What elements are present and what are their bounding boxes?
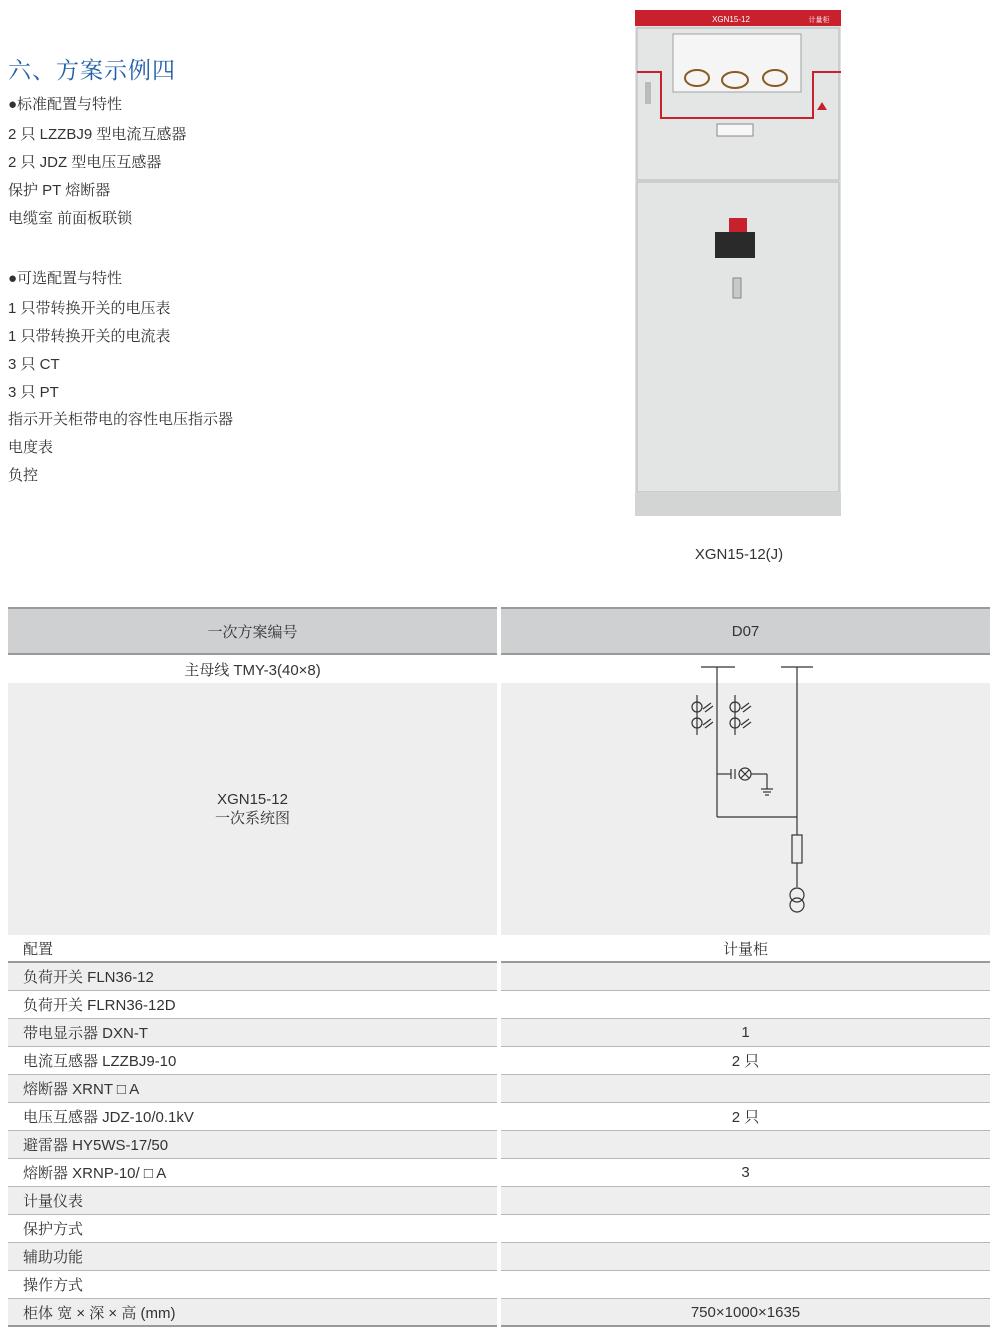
row-value	[501, 991, 990, 1019]
table-row	[8, 1243, 990, 1271]
table-row	[8, 1103, 990, 1131]
table-row	[8, 1187, 990, 1215]
config-value: 计量柜	[501, 935, 990, 963]
row-value: 750×1000×1635	[501, 1299, 990, 1327]
diagram-label-2: 一次系统图	[214, 810, 290, 827]
row-label: 辅助功能	[8, 1243, 497, 1271]
table-row	[8, 1299, 990, 1327]
row-value	[501, 1075, 990, 1103]
row-value	[501, 1215, 990, 1243]
standard-item: 保护 PT 熔断器	[8, 182, 111, 199]
header-left-cell: 一次方案编号	[8, 607, 497, 655]
single-line-diagram	[501, 655, 990, 935]
standard-item: 2 只 JDZ 型电压互感器	[8, 154, 162, 171]
row-label: 熔断器 XRNP-10/ □ A	[8, 1159, 497, 1187]
optional-item: 1 只带转换开关的电流表	[8, 328, 171, 345]
row-label: 保护方式	[8, 1215, 497, 1243]
row-label: 柜体 宽 × 深 × 高 (mm)	[8, 1299, 497, 1327]
table-row	[8, 991, 990, 1019]
row-value: 2 只	[501, 1047, 990, 1075]
table-row	[8, 1215, 990, 1243]
table-row	[8, 1047, 990, 1075]
row-value	[501, 1271, 990, 1299]
optional-item: 负控	[8, 467, 39, 484]
table-row	[8, 1019, 990, 1047]
busbar-label: 主母线 TMY-3(40×8)	[184, 661, 321, 679]
row-value	[501, 1187, 990, 1215]
header-right-cell: D07	[501, 607, 990, 655]
row-label: 带电显示器 DXN-T	[8, 1019, 497, 1047]
table-header-row	[8, 607, 990, 655]
cabinet-photo	[635, 10, 841, 516]
optional-item: 1 只带转换开关的电压表	[8, 300, 171, 317]
optional-item: 3 只 CT	[8, 356, 60, 373]
optional-item: 指示开关柜带电的容性电压指示器	[8, 411, 234, 428]
row-label: 计量仪表	[8, 1187, 497, 1215]
section-title: 六、方案示例四	[8, 57, 176, 83]
row-value	[501, 1131, 990, 1159]
panel-tag: 计量柜	[808, 17, 830, 24]
row-value: 3	[501, 1159, 990, 1187]
row-label: 负荷开关 FLN36-12	[8, 963, 497, 991]
config-row	[8, 935, 990, 963]
row-value: 2 只	[501, 1103, 990, 1131]
row-label: 熔断器 XRNT □ A	[8, 1075, 497, 1103]
standard-item: 2 只 LZZBJ9 型电流互感器	[8, 126, 187, 143]
row-label: 电流互感器 LZZBJ9-10	[8, 1047, 497, 1075]
photo-caption: XGN15-12(J)	[694, 546, 784, 563]
diagram-label-1: XGN15-12	[217, 791, 288, 808]
row-value	[501, 1243, 990, 1271]
config-label: 配置	[8, 935, 497, 963]
row-value: 1	[501, 1019, 990, 1047]
row-label: 避雷器 HY5WS-17/50	[8, 1131, 497, 1159]
panel-label: XGN15-12	[712, 15, 750, 24]
standard-config-header: ●标准配置与特性	[8, 96, 123, 113]
table-row	[8, 963, 990, 991]
table-row	[8, 1075, 990, 1103]
diagram-label-cell	[8, 683, 497, 935]
row-label: 电压互感器 JDZ-10/0.1kV	[8, 1103, 497, 1131]
optional-item: 电度表	[8, 439, 54, 456]
table-row	[8, 1131, 990, 1159]
optional-item: 3 只 PT	[8, 384, 59, 401]
table-row	[8, 1271, 990, 1299]
standard-item: 电缆室 前面板联锁	[8, 210, 133, 227]
row-label: 操作方式	[8, 1271, 497, 1299]
row-label: 负荷开关 FLRN36-12D	[8, 991, 497, 1019]
optional-config-header: ●可选配置与特性	[8, 270, 123, 287]
table-row	[8, 1159, 990, 1187]
row-value	[501, 963, 990, 991]
